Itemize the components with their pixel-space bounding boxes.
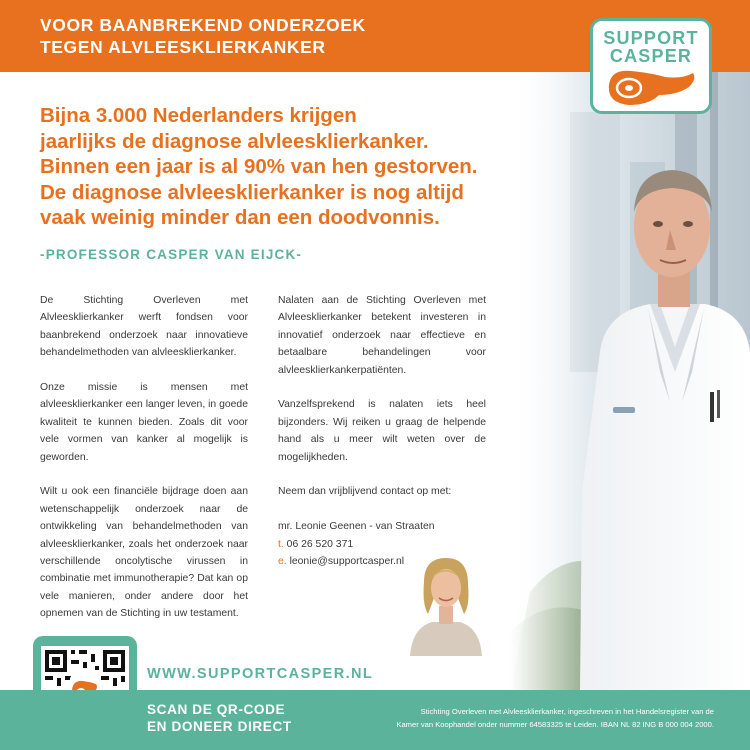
scan-line2: EN DONEER DIRECT (147, 719, 292, 734)
left-column (40, 292, 248, 640)
legal-text (330, 705, 714, 731)
headline-line3: Binnen een jaar is al 90% van hen gestorven. (40, 155, 478, 178)
contact-person-photo (406, 548, 486, 656)
left-paragraph-3: Wilt u ook een financiële bijdrage doen aan wetenschappelijk onderzoek naar de ontwikkeling van behandelmethoden van alvleesklierkanker, zoals het onderzoek naar verschillende oncolytische virussen in combinatie met immunotherapie? Dat kan op vele manieren, onder andere door het opnemen van de Stichting in uw testament. (40, 486, 248, 620)
right-paragraph-2: Vanzelfsprekend is nalaten iets heel bijzonders. Wij reiken u graag de helpende hand als u meer wilt weten over de mogelijkheden. (278, 399, 486, 463)
website-link[interactable]: WWW.SUPPORTCASPER.NL (147, 666, 374, 682)
logo-text-casper: CASPER (609, 46, 693, 66)
left-paragraph-2: Onze missie is mensen met alvleesklierkanker een langer leven, in goede kwaliteit te kunnen bieden. Zoals dit voor vele vormen van kanker al mogelijk is geworden. (40, 382, 248, 463)
logo-text-support: SUPPORT (603, 28, 699, 48)
support-casper-logo (590, 18, 712, 114)
header-title-line2: TEGEN ALVLEESKLIERKANKER (40, 37, 326, 57)
quote-attribution: -PROFESSOR CASPER VAN EIJCK- (40, 247, 303, 262)
scan-line1: SCAN DE QR-CODE (147, 702, 286, 717)
right-paragraph-1: Nalaten aan de Stichting Overleven met Alvleesklierkanker betekent investeren in innovatief onderzoek naar effectieve en betaalbare behandelingen voor alvleesklierkankerpatiënten. (278, 295, 486, 376)
email-prefix: e. (278, 556, 287, 568)
headline-line4: De diagnose alvleesklierkanker is nog altijd (40, 180, 464, 204)
headline-line1: Bijna 3.000 Nederlanders krijgen (40, 104, 357, 127)
phone-prefix: t. (278, 538, 284, 550)
contact-person-image (406, 548, 486, 656)
header-title (40, 14, 366, 58)
scan-call-to-action (147, 701, 292, 735)
contact-name: mr. Leonie Geenen - van Straaten (278, 521, 435, 533)
pancreas-icon (603, 65, 699, 109)
legal-line1: Stichting Overleven met Alvleesklierkanker, ingeschreven in het Handelsregister van de (420, 707, 714, 716)
contact-phone[interactable]: 06 26 520 371 (286, 538, 354, 550)
headline-line5: vaak weinig minder dan een doodvonnis. (40, 206, 440, 229)
right-column (278, 292, 486, 570)
left-paragraph-1: De Stichting Overleven met Alvleesklierkanker werft fondsen voor baanbrekend onderzoek naar innovatieve behandelmethoden van alvleesklierkanker. (40, 295, 248, 359)
headline-line2: jaarlijks de diagnose alvleesklierkanker. (40, 129, 429, 153)
right-paragraph-3: Neem dan vrijblijvend contact op met: (278, 486, 452, 498)
legal-line2: Kamer van Koophandel onder nummer 64583325 te Leiden. IBAN NL 82 ING B 000 004 2000. (396, 720, 714, 729)
contact-email[interactable]: leonie@supportcasper.nl (289, 556, 405, 568)
headline (40, 103, 560, 231)
header-title-line1: VOOR BAANBREKEND ONDERZOEK (40, 15, 366, 35)
